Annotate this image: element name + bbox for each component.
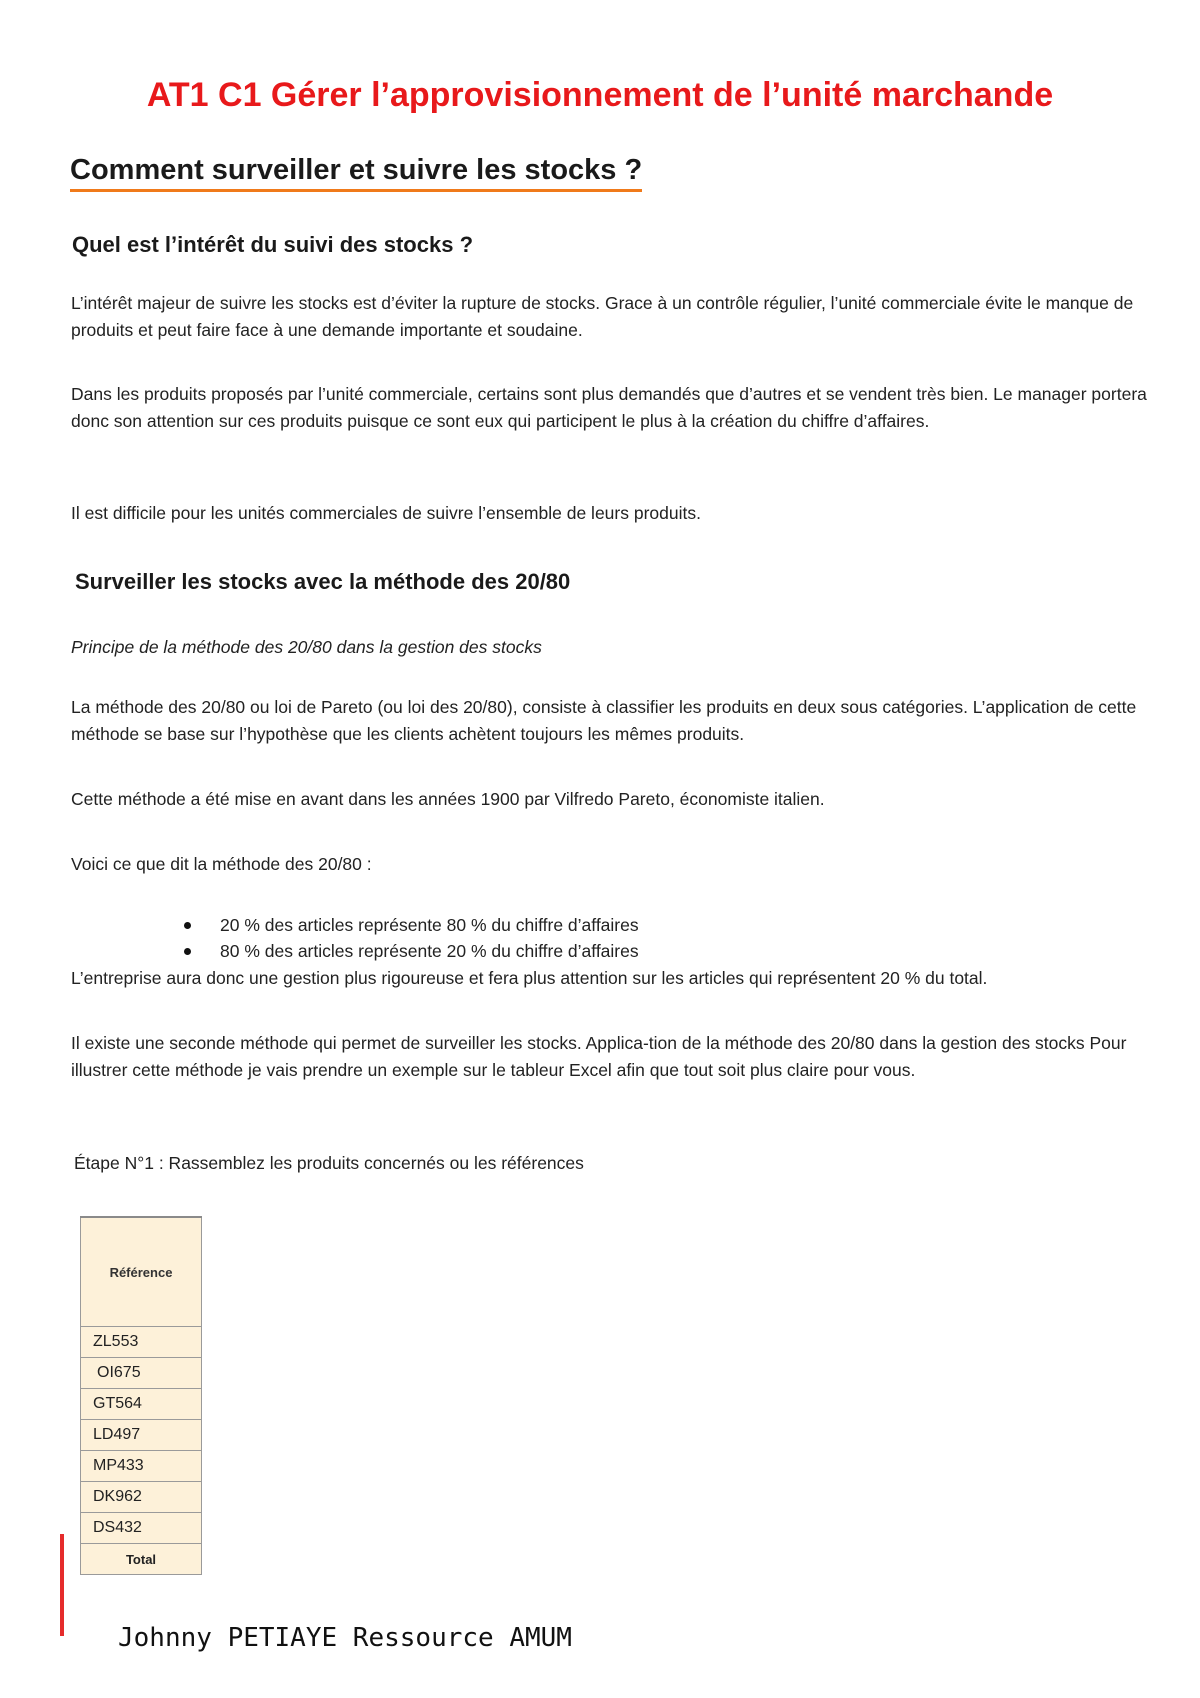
reference-header: Référence [81, 1217, 202, 1327]
table-row [81, 1513, 202, 1544]
reference-cell: OI675 [81, 1358, 202, 1389]
table-row [81, 1389, 202, 1420]
paragraph-interest-3: Il est difficile pour les unités commerciales de suivre l’ensemble de leurs produits. [71, 503, 701, 523]
total-cell: Total [81, 1544, 202, 1575]
paragraph-pareto-2: Cette méthode a été mise en avant dans les années 1900 par Vilfredo Pareto, économiste italien. [71, 789, 825, 809]
bullet-item: 20 % des articles représente 80 % du chiffre d’affaires [180, 912, 639, 938]
reference-cell: DS432 [81, 1513, 202, 1544]
paragraph-interest-1: L’intérêt majeur de suivre les stocks est d’éviter la rupture de stocks. Grace à un contrôle régulier, l’unité commerciale évite le manque de produits et peut faire face à une demande importante et soudaine. [71, 293, 1134, 340]
main-heading: Comment surveiller et suivre les stocks ? [70, 154, 642, 192]
reference-cell: GT564 [81, 1389, 202, 1420]
section-heading-interest: Quel est l’intérêt du suivi des stocks ? [72, 232, 474, 257]
reference-table [80, 1216, 202, 1575]
table-row [81, 1544, 202, 1575]
table-row [81, 1482, 202, 1513]
paragraph-pareto-5: Il existe une seconde méthode qui permet de surveiller les stocks. Applica-tion de la méthode des 20/80 dans la gestion des stocks Pour illustrer cette méthode je vais prendre un exemple sur le tableur Excel afin que tout soit plus claire pour vous. [71, 1033, 1127, 1080]
document-title: AT1 C1 Gérer l’approvisionnement de l’unité marchande [146, 76, 1054, 114]
paragraph-interest-2: Dans les produits proposés par l’unité commerciale, certains sont plus demandés que d’autres et se vendent très bien. Le manager portera donc son attention sur ces produits puisque ce sont eux qui participent le plus à la création du chiffre d’affaires. [71, 384, 1147, 431]
footer-author: Johnny PETIAYE Ressource AMUM [118, 1623, 572, 1653]
reference-cell: DK962 [81, 1482, 202, 1513]
reference-cell: LD497 [81, 1420, 202, 1451]
pareto-subtitle: Principe de la méthode des 20/80 dans la gestion des stocks [71, 637, 542, 657]
table-row [81, 1420, 202, 1451]
table-row [81, 1451, 202, 1482]
margin-accent-bar [60, 1534, 64, 1636]
reference-cell: MP433 [81, 1451, 202, 1482]
paragraph-pareto-1: La méthode des 20/80 ou loi de Pareto (ou loi des 20/80), consiste à classifier les produits en deux sous catégories. L’application de cette méthode se base sur l’hypothèse que les clients achètent toujours les mêmes produits. [71, 697, 1137, 744]
paragraph-pareto-3: Voici ce que dit la méthode des 20/80 : [71, 854, 372, 874]
paragraph-pareto-4: L’entreprise aura donc une gestion plus rigoureuse et fera plus attention sur les articles qui représentent 20 % du total. [71, 968, 988, 988]
table-row [81, 1327, 202, 1358]
table-row [81, 1358, 202, 1389]
bullet-item: 80 % des articles représente 20 % du chiffre d’affaires [180, 938, 639, 964]
reference-cell: ZL553 [81, 1327, 202, 1358]
step-1-label: Étape N°1 : Rassemblez les produits concernés ou les références [74, 1153, 584, 1173]
section-heading-pareto: Surveiller les stocks avec la méthode des 20/80 [75, 569, 571, 594]
pareto-bullet-list [180, 912, 639, 964]
